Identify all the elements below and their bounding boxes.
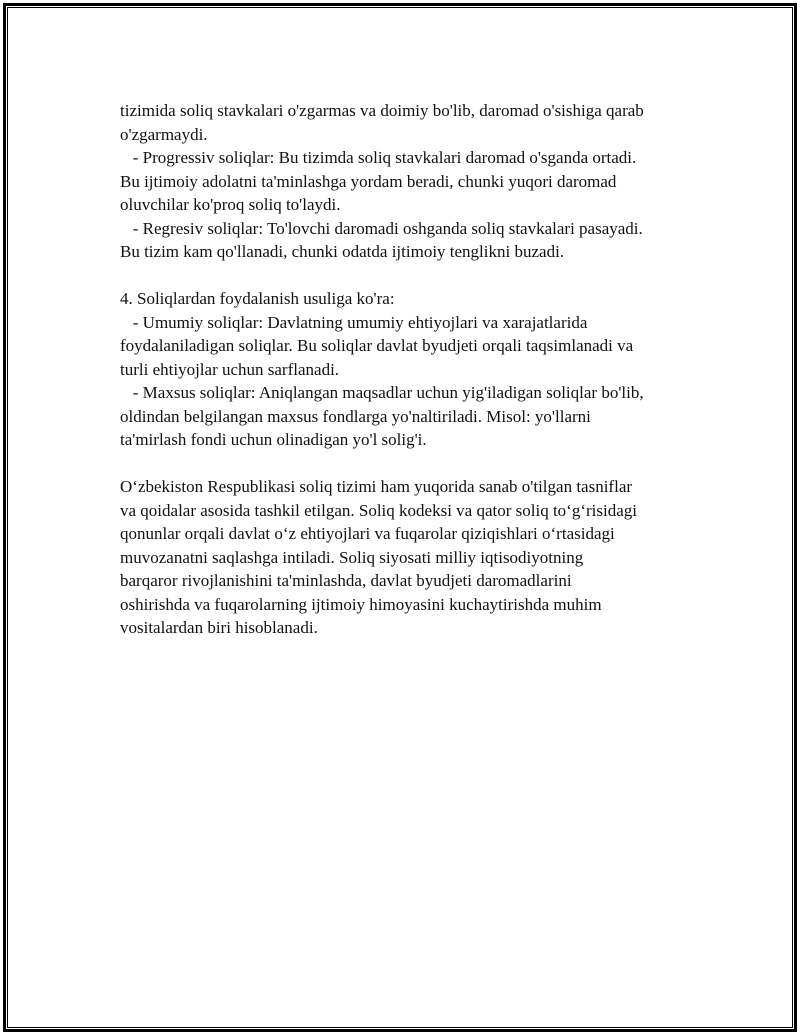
text-line: - Maxsus soliqlar: Aniqlangan maqsadlar uchun yig'iladigan soliqlar bo'lib, [120,383,644,402]
page-border [3,3,797,1032]
section-heading: 4. Soliqlardan foydalanish usuliga ko'ra: [120,289,395,308]
text-line: va qoidalar asosida tashkil etilgan. Soliq kodeksi va qator soliq to‘g‘risidagi [120,500,637,520]
text-line: o'zgarmaydi. [120,124,208,144]
text-line: oluvchilar ko'proq soliq to'laydi. [120,195,341,214]
text-line: Bu ijtimoiy adolatni ta'minlashga yordam beradi, chunki yuqori daromad [120,171,617,191]
text-line: - Umumiy soliqlar: Davlatning umumiy ehtiyojlari va xarajatlarida [120,312,588,332]
paragraph-gap [120,264,700,288]
text-line: qonunlar orqali davlat o‘z ehtiyojlari va fuqarolar qiziqishlari o‘rtasidagi [120,524,615,543]
text-line: muvozanatni saqlashga intiladi. Soliq siyosati milliy iqtisodiyotning [120,547,584,567]
text-line: - Regresiv soliqlar: To'lovchi daromadi oshganda soliq stavkalari pasayadi. [120,218,643,238]
text-line: ta'mirlash fondi uchun olinadigan yo'l solig'i. [120,430,427,449]
text-line: vositalardan biri hisoblanadi. [120,618,318,637]
text-line: turli ehtiyojlar uchun sarflanadi. [120,359,340,379]
text-line: foydalaniladigan soliqlar. Bu soliqlar davlat byudjeti orqali taqsimlanadi va [120,336,634,355]
document-body [120,99,700,640]
text-line: Bu tizim kam qo'llanadi, chunki odatda ijtimoiy tenglikni buzadi. [120,242,565,261]
text-line: tizimida soliq stavkalari o'zgarmas va doimiy bo'lib, daromad o'sishiga qarab [120,101,644,120]
paragraph-gap [120,452,700,476]
text-line: oshirishda va fuqarolarning ijtimoiy himoyasini kuchaytirishda muhim [120,594,602,614]
text-line: - Progressiv soliqlar: Bu tizimda soliq stavkalari daromad o'sganda ortadi. [120,148,637,167]
text-line: oldindan belgilangan maxsus fondlarga yo'naltiriladi. Misol: yo'llarni [120,406,591,426]
text-line: barqaror rivojlanishini ta'minlashda, davlat byudjeti daromadlarini [120,571,572,590]
text-line: O‘zbekiston Respublikasi soliq tizimi ham yuqorida sanab o'tilgan tasniflar [120,477,633,496]
